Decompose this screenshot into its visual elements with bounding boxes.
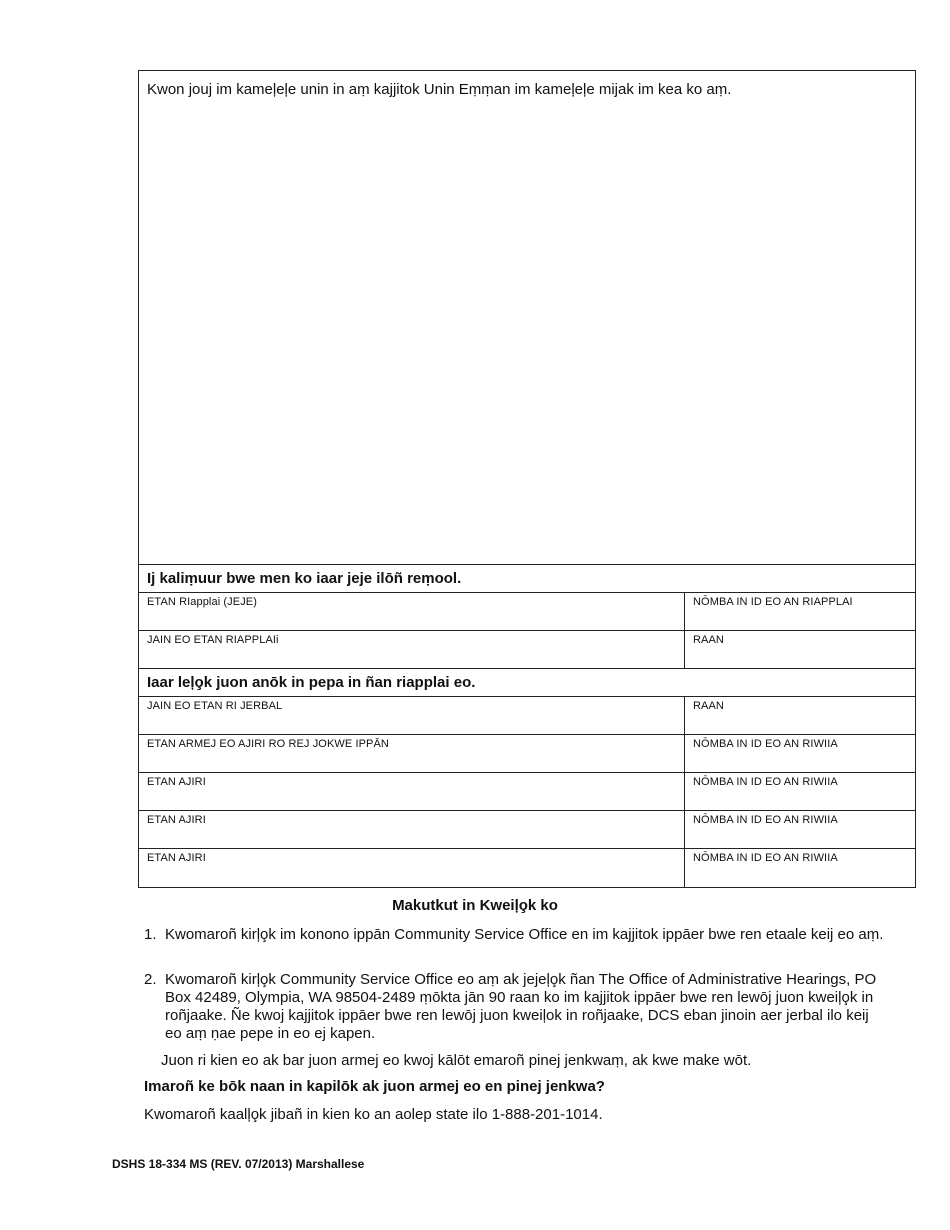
child-id-label: NŌMBA IN ID EO AN RIWIIA [693, 776, 838, 788]
worker-signature-field[interactable] [139, 697, 685, 734]
worker-signature-label: JAIN EO ETAN RI JERBAL [147, 700, 283, 712]
child-id-field[interactable] [685, 773, 915, 810]
applicant-name-label: ETAN RIapplai (JEJE) [147, 596, 257, 608]
child-name-label: ETAN AJIRI [147, 776, 206, 788]
child-name-field[interactable] [139, 811, 685, 848]
helper-section-heading: Iaar leļo̧k juon anōk in pepa in ñan riapplai eo. [139, 669, 915, 697]
caretaker-row [139, 735, 915, 773]
applicant-date-field[interactable] [685, 631, 915, 668]
worker-date-field[interactable] [685, 697, 915, 734]
child-id-field[interactable] [685, 811, 915, 848]
child-name-label: ETAN AJIRI [147, 852, 206, 864]
child-row [139, 849, 915, 887]
applicant-row-signature [139, 631, 915, 669]
request-form [138, 70, 916, 888]
form-id: DSHS 18-334 MS (REV. 07/2013) Marshallese [112, 1157, 365, 1171]
caretaker-id-label: NŌMBA IN ID EO AN RIWIIA [693, 738, 838, 750]
applicant-row-name [139, 593, 915, 631]
child-name-field[interactable] [139, 849, 685, 887]
child-id-label: NŌMBA IN ID EO AN RIWIIA [693, 814, 838, 826]
help-question: Imaroñ ke bōk naan in kapilōk ak juon armej eo en pinej jenkwa? [144, 1078, 605, 1095]
caretaker-name-label: ETAN ARMEJ EO AJIRI RO REJ JOKWE IPPĀN [147, 738, 389, 750]
help-answer: Kwomaroñ kaalļo̧k jibañ in kien ko an aolep state ilo 1-888-201-1014. [144, 1106, 603, 1123]
representative-note: Juon ri kien eo ak bar juon armej eo kwoj kālōt emaroñ pinej jenkwaṃ, ak kwe make wōt. [161, 1052, 752, 1069]
instruction-number: 1. [144, 926, 157, 943]
applicant-section-heading: Ij kaliṃuur bwe men ko iaar jeje ilōñ reṃool. [139, 565, 915, 593]
child-row [139, 773, 915, 811]
worker-date-label: RAAN [693, 700, 724, 712]
instruction-text: Kwomaroñ kirļo̧k Community Service Office eo aṃ ak jejeļo̧k ñan The Office of Administrative Hearings, PO Box 42489, Olympia, WA 98504-2489 ṃōkta jān 90 raan ko im kajjitok ippāer bwe ren lewōj juon kweiļo̧k in roñjaake. Ñe kwoj kajjitok ippāer bwe ren lewōj juon kweiļok in roñjaake, DCS eban jinoin aer jerbal ilo keij eo aṃ ṇae pepe in eo ej kapen. [165, 971, 877, 1042]
instruction-text: Kwomaroñ kirļo̧k im konono ippān Community Service Office en im kajjitok ippāer bwe ren etaale keij eo aṃ. [165, 926, 884, 943]
explanation-prompt: Kwon jouj im kameļeļe unin in aṃ kajjitok Unin Eṃṃan im kameļeļe mijak im kea ko aṃ. [147, 81, 732, 98]
instructions-title: Makutkut in Kweiļo̧k ko [392, 897, 558, 914]
applicant-signature-label: JAIN EO ETAN RIAPPLAIi [147, 634, 279, 646]
child-id-field[interactable] [685, 849, 915, 887]
instruction-number: 2. [144, 971, 157, 988]
applicant-id-label: NŌMBA IN ID EO AN RIAPPLAI [693, 596, 853, 608]
applicant-date-label: RAAN [693, 634, 724, 646]
child-id-label: NŌMBA IN ID EO AN RIWIIA [693, 852, 838, 864]
worker-row [139, 697, 915, 735]
applicant-signature-field[interactable] [139, 631, 685, 668]
applicant-name-field[interactable] [139, 593, 685, 630]
instruction-item-1 [144, 926, 909, 962]
explanation-box[interactable] [139, 71, 915, 565]
applicant-id-field[interactable] [685, 593, 915, 630]
caretaker-id-field[interactable] [685, 735, 915, 772]
child-name-label: ETAN AJIRI [147, 814, 206, 826]
caretaker-name-field[interactable] [139, 735, 685, 772]
instruction-item-2 [144, 971, 909, 1043]
child-row [139, 811, 915, 849]
child-name-field[interactable] [139, 773, 685, 810]
